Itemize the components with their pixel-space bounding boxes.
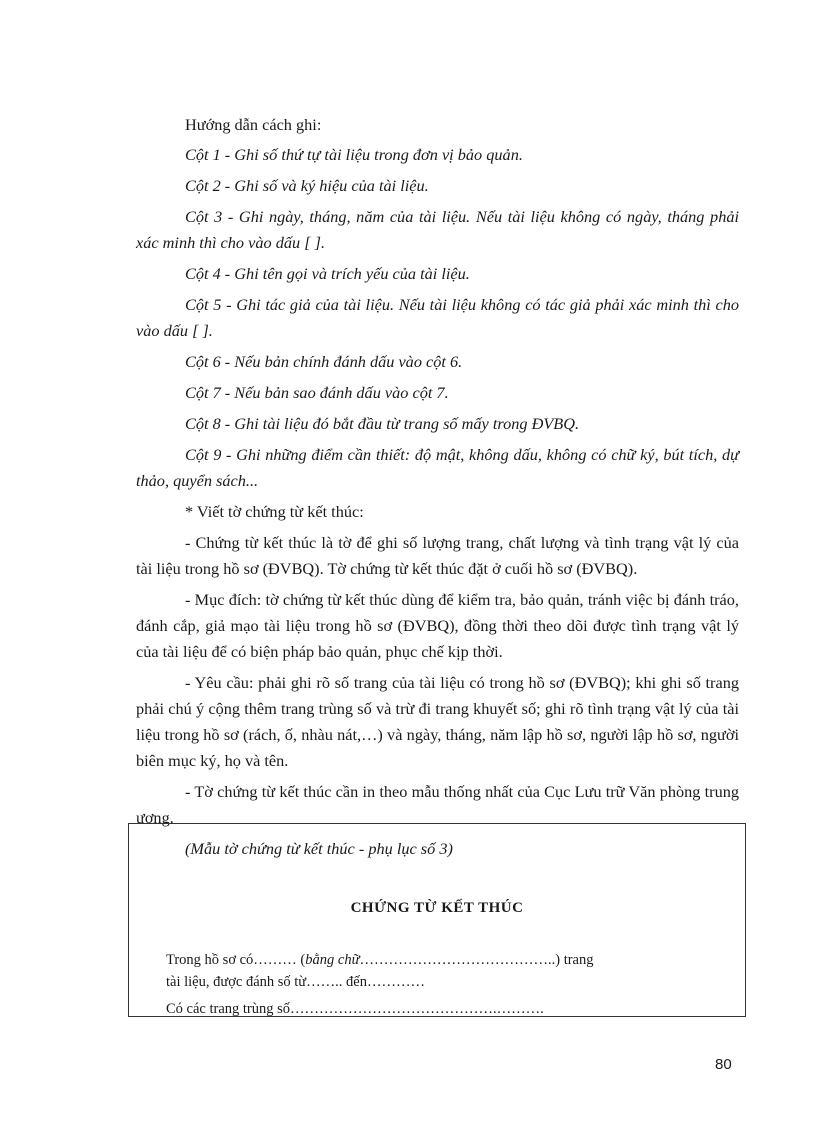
- section-paragraph: - Tờ chứng từ kết thúc cần in theo mẫu thống nhất của Cục Lưu trữ Văn phòng trung ương.: [136, 782, 739, 827]
- form-line-pages-words: bằng chữ: [305, 952, 360, 968]
- section-paragraph: - Yêu cầu: phải ghi rõ số trang của tài liệu có trong hồ sơ (ĐVBQ); khi ghi số trang phải chú ý cộng thêm trang trùng số và trừ đi trang khuyết số; ghi rõ tình trạng vật lý của tài liệu trong hồ sơ (rách, ố, nhàu nát,…) và ngày, tháng, năm lập hồ sơ, người lập hồ sơ, người biên mục ký, họ và tên.: [136, 673, 739, 770]
- section-title: * Viết tờ chứng từ kết thúc:: [185, 502, 364, 521]
- guide-col-4: Cột 4 - Ghi tên gọi và trích yếu của tài liệu.: [185, 264, 470, 283]
- section-paragraph: - Chứng từ kết thúc là tờ để ghi số lượng trang, chất lượng và tình trạng vật lý của tài liệu trong hồ sơ (ĐVBQ). Tờ chứng từ kết thúc đặt ở cuối hồ sơ (ĐVBQ).: [136, 533, 739, 578]
- guide-col-8: Cột 8 - Ghi tài liệu đó bắt đầu từ trang số mấy trong ĐVBQ.: [185, 414, 580, 433]
- form-title: CHỨNG TỪ KẾT THÚC: [350, 900, 524, 916]
- form-line-duplicates: Có các trang trùng số…………………………………….……….: [166, 1001, 544, 1017]
- form-line-pages-start: Trong hồ sơ có……… (: [166, 952, 306, 968]
- guide-heading: Hướng dẫn cách ghi:: [185, 115, 322, 134]
- guide-col-5: Cột 5 - Ghi tác giả của tài liệu. Nếu tài liệu không có tác giả phải xác minh thì cho vào dấu [ ].: [136, 295, 739, 340]
- form-line-numbering: tài liệu, được đánh số từ…….. đến…………: [166, 974, 425, 990]
- body-text: [136, 112, 739, 867]
- guide-col-7: Cột 7 - Nếu bản sao đánh dấu vào cột 7.: [185, 383, 449, 402]
- guide-col-3: Cột 3 - Ghi ngày, tháng, năm của tài liệu. Nếu tài liệu không có ngày, tháng phải xác minh thì cho vào dấu [ ].: [136, 207, 739, 252]
- guide-col-1: Cột 1 - Ghi số thứ tự tài liệu trong đơn vị bảo quản.: [185, 145, 523, 164]
- form-box: [128, 823, 746, 1017]
- page-number: 80: [715, 1056, 732, 1073]
- guide-col-6: Cột 6 - Nếu bản chính đánh dấu vào cột 6.: [185, 352, 463, 371]
- section-paragraph: - Mục đích: tờ chứng từ kết thúc dùng để kiểm tra, bảo quản, tránh việc bị đánh tráo, đánh cắp, giả mạo tài liệu trong hồ sơ (ĐVBQ), đồng thời theo dõi được tình trạng vật lý của tài liệu để có biện pháp bảo quản, phục chế kịp thời.: [136, 590, 739, 661]
- guide-col-9: Cột 9 - Ghi những điểm cần thiết: độ mật, không dấu, không có chữ ký, bút tích, dự thảo, quyển sách...: [136, 445, 739, 490]
- form-line-pages-end: …………………………………..) trang: [359, 952, 594, 968]
- guide-col-2: Cột 2 - Ghi số và ký hiệu của tài liệu.: [185, 176, 429, 195]
- appendix-note: (Mẫu tờ chứng từ kết thúc - phụ lục số 3): [185, 839, 453, 858]
- form-line-pages: [166, 949, 711, 971]
